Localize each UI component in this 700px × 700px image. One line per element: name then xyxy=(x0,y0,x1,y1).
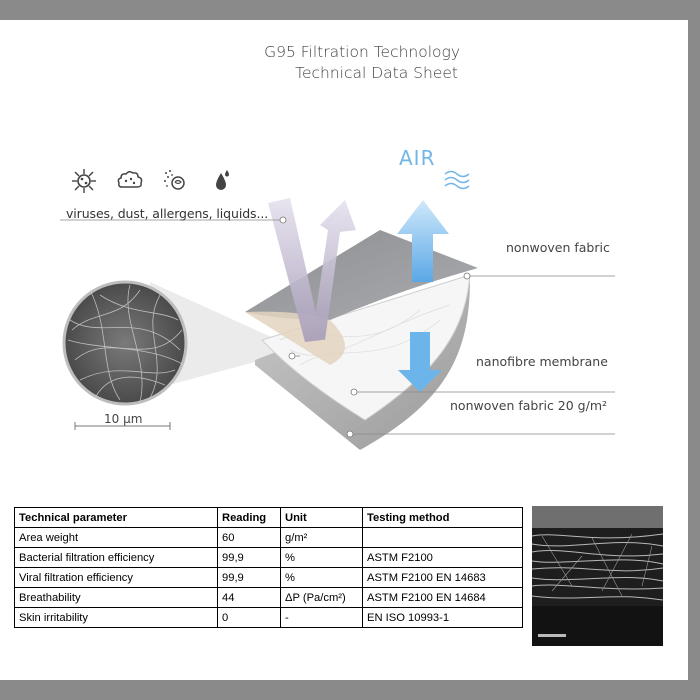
cell-unit: g/m² xyxy=(281,528,363,548)
title-line-2: Technical Data Sheet xyxy=(295,64,458,82)
title-line-1: G95 Filtration Technology xyxy=(264,43,460,61)
table-row xyxy=(15,588,523,608)
label-bottom-nonwoven-fabric: nonwoven fabric 20 g/m² xyxy=(450,398,608,413)
cell-parameter: Breathability xyxy=(15,588,218,608)
table-row xyxy=(15,608,523,628)
cell-parameter: Skin irritability xyxy=(15,608,218,628)
header-unit: Unit xyxy=(281,508,363,528)
virus-icon xyxy=(70,168,98,194)
label-nanofibre-membrane: nanofibre membrane xyxy=(476,354,608,369)
dust-icon xyxy=(116,168,144,194)
table-row xyxy=(15,568,523,588)
data-sheet-page xyxy=(0,20,688,680)
air-label: AIR xyxy=(399,146,436,170)
liquid-drop-icon xyxy=(208,168,236,194)
cell-reading: 44 xyxy=(218,588,281,608)
cell-unit: % xyxy=(281,548,363,568)
cell-reading: 99,9 xyxy=(218,568,281,588)
cell-testing-method: EN ISO 10993-1 xyxy=(363,608,523,628)
cell-testing-method: ASTM F2100 EN 14683 xyxy=(363,568,523,588)
cell-parameter: Viral filtration efficiency xyxy=(15,568,218,588)
table-header-row xyxy=(15,508,523,528)
header-technical-parameter: Technical parameter xyxy=(15,508,218,528)
cell-unit: - xyxy=(281,608,363,628)
label-top-nonwoven-fabric: nonwoven fabric xyxy=(506,240,610,255)
cell-unit: ΔP (Pa/cm²) xyxy=(281,588,363,608)
sem-cross-section-image xyxy=(532,506,663,646)
cell-reading: 60 xyxy=(218,528,281,548)
scale-label: 10 μm xyxy=(104,412,143,426)
header-testing-method: Testing method xyxy=(363,508,523,528)
cell-testing-method xyxy=(363,528,523,548)
table-row xyxy=(15,548,523,568)
cell-unit: % xyxy=(281,568,363,588)
header-reading: Reading xyxy=(218,508,281,528)
hazard-description: viruses, dust, allergens, liquids... xyxy=(66,206,269,221)
cell-parameter: Bacterial filtration efficiency xyxy=(15,548,218,568)
air-wave-icon xyxy=(445,172,469,189)
cell-testing-method: ASTM F2100 xyxy=(363,548,523,568)
cell-reading: 0 xyxy=(218,608,281,628)
cell-reading: 99,9 xyxy=(218,548,281,568)
technical-parameters-table xyxy=(14,507,523,628)
allergen-icon xyxy=(162,168,190,194)
table-row xyxy=(15,528,523,548)
cell-parameter: Area weight xyxy=(15,528,218,548)
hazard-icons-row xyxy=(70,168,236,194)
cell-testing-method: ASTM F2100 EN 14684 xyxy=(363,588,523,608)
